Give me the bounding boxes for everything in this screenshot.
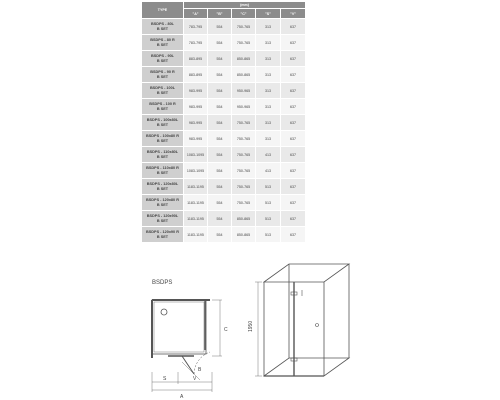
type-line1: BSDPS - 120x90L: [146, 213, 179, 218]
value-cell: 554: [208, 147, 232, 163]
type-line1: BSDPS - 100 R: [149, 101, 176, 106]
col-b-header: "B": [208, 9, 232, 19]
value-cell: 554: [208, 131, 232, 147]
value-cell: 950-965: [232, 83, 256, 99]
value-cell: 554: [208, 227, 232, 243]
type-line2: B SET: [156, 170, 169, 175]
value-cell: 554: [208, 195, 232, 211]
type-line1: BSDPS - 120x80L: [146, 181, 179, 186]
type-line1: BSDPS - 90L: [151, 53, 174, 58]
value-cell: 513: [256, 227, 281, 243]
value-cell: 413: [256, 163, 281, 179]
value-cell: 637: [281, 147, 306, 163]
value-cell: 750-765: [232, 195, 256, 211]
type-line2: B SET: [156, 26, 169, 31]
value-cell: 313: [256, 99, 281, 115]
type-line2: B SET: [156, 202, 169, 207]
value-cell: 983-995: [184, 131, 208, 147]
value-cell: 1183-1195: [184, 227, 208, 243]
value-cell: 637: [281, 83, 306, 99]
value-cell: 983-995: [184, 83, 208, 99]
type-line2: B SET: [156, 154, 169, 159]
value-cell: 313: [256, 19, 281, 35]
value-cell: 1183-1195: [184, 211, 208, 227]
type-line2: B SET: [156, 138, 169, 143]
enclosure-base: [264, 358, 349, 376]
plan-label-c: C: [224, 327, 228, 333]
value-cell: 1183-1195: [184, 195, 208, 211]
type-line1: BSDPS - 80L: [151, 21, 174, 26]
value-cell: 850-865: [232, 67, 256, 83]
value-cell: 313: [256, 51, 281, 67]
type-line2: B SET: [156, 74, 169, 79]
value-cell: 513: [256, 179, 281, 195]
type-line1: BSDPS - 100L: [149, 85, 176, 90]
col-a-header: "A": [184, 9, 208, 19]
value-cell: 750-765: [232, 19, 256, 35]
value-cell: 883-895: [184, 51, 208, 67]
type-line2: B SET: [156, 218, 169, 223]
value-cell: 850-865: [232, 211, 256, 227]
col-c-header: "C": [232, 9, 256, 19]
value-cell: 313: [256, 83, 281, 99]
value-cell: 313: [256, 131, 281, 147]
type-line2: B SET: [156, 234, 169, 239]
value-cell: 637: [281, 131, 306, 147]
value-cell: 313: [256, 67, 281, 83]
value-cell: 554: [208, 83, 232, 99]
value-cell: 413: [256, 147, 281, 163]
value-cell: 313: [256, 115, 281, 131]
value-cell: 637: [281, 115, 306, 131]
type-line1: BSDPS - 120x80 R: [146, 197, 179, 202]
value-cell: 637: [281, 179, 306, 195]
type-line1: BSDPS - 90 R: [150, 69, 175, 74]
value-cell: 637: [281, 35, 306, 51]
value-cell: 637: [281, 51, 306, 67]
value-cell: 554: [208, 19, 232, 35]
value-cell: 637: [281, 67, 306, 83]
value-cell: 554: [208, 99, 232, 115]
value-cell: 1183-1195: [184, 179, 208, 195]
type-line1: BSDPS - 100x80L: [146, 117, 179, 122]
value-cell: 983-995: [184, 99, 208, 115]
type-line1: BSDPS - 120x90 R: [146, 229, 179, 234]
value-cell: 637: [281, 195, 306, 211]
type-line1: BSDPS - 100x80 R: [146, 133, 179, 138]
type-line2: B SET: [156, 106, 169, 111]
elevation-view: [255, 264, 349, 376]
value-cell: 750-765: [232, 131, 256, 147]
type-line1: BSDPS - 80 R: [150, 37, 175, 42]
plan-label-b: B: [198, 367, 202, 373]
type-line2: B SET: [156, 186, 169, 191]
value-cell: 783-795: [184, 19, 208, 35]
value-cell: 513: [256, 211, 281, 227]
value-cell: 313: [256, 35, 281, 51]
value-cell: 850-865: [232, 227, 256, 243]
value-cell: 750-765: [232, 115, 256, 131]
value-cell: 513: [256, 195, 281, 211]
value-cell: 637: [281, 19, 306, 35]
type-line1: BSDPS - 110x80L: [146, 149, 179, 154]
value-cell: 554: [208, 179, 232, 195]
enclosure-top-face: [264, 264, 349, 282]
door-handle-icon: [316, 324, 319, 327]
type-line2: B SET: [156, 122, 169, 127]
value-cell: 637: [281, 211, 306, 227]
unit-header: (mm): [184, 2, 306, 9]
value-cell: 554: [208, 163, 232, 179]
value-cell: 637: [281, 99, 306, 115]
col-v-header: "V": [281, 9, 306, 19]
plan-label-s: S: [163, 376, 167, 382]
plan-enclosure: [152, 300, 206, 354]
value-cell: 1083-1095: [184, 163, 208, 179]
value-cell: 554: [208, 35, 232, 51]
value-cell: 637: [281, 227, 306, 243]
value-cell: 1083-1095: [184, 147, 208, 163]
value-cell: 750-765: [232, 35, 256, 51]
value-cell: 554: [208, 115, 232, 131]
value-cell: 983-995: [184, 115, 208, 131]
plan-title: BSDPS: [152, 280, 173, 286]
plan-inner-line: [154, 302, 204, 352]
value-cell: 750-765: [232, 147, 256, 163]
value-cell: 637: [281, 163, 306, 179]
plan-label-a: A: [180, 394, 184, 400]
type-line2: B SET: [156, 42, 169, 47]
value-cell: 883-895: [184, 67, 208, 83]
type-line1: BSDPS - 110x80 R: [146, 165, 179, 170]
col-s-header: "S": [256, 9, 281, 19]
value-cell: 554: [208, 67, 232, 83]
type-header: TYPE: [142, 2, 184, 19]
value-cell: 554: [208, 51, 232, 67]
value-cell: 850-865: [232, 51, 256, 67]
value-cell: 750-765: [232, 163, 256, 179]
value-cell: 750-765: [232, 179, 256, 195]
drain-icon: [161, 309, 167, 315]
value-cell: 950-965: [232, 99, 256, 115]
height-label: 1950: [248, 320, 254, 332]
type-line2: B SET: [156, 90, 169, 95]
plan-label-v: V: [193, 376, 197, 382]
plan-door-leaf: [182, 356, 194, 374]
value-cell: 783-795: [184, 35, 208, 51]
value-cell: 554: [208, 211, 232, 227]
type-line2: B SET: [156, 58, 169, 63]
door-swing-arc: [194, 352, 210, 374]
